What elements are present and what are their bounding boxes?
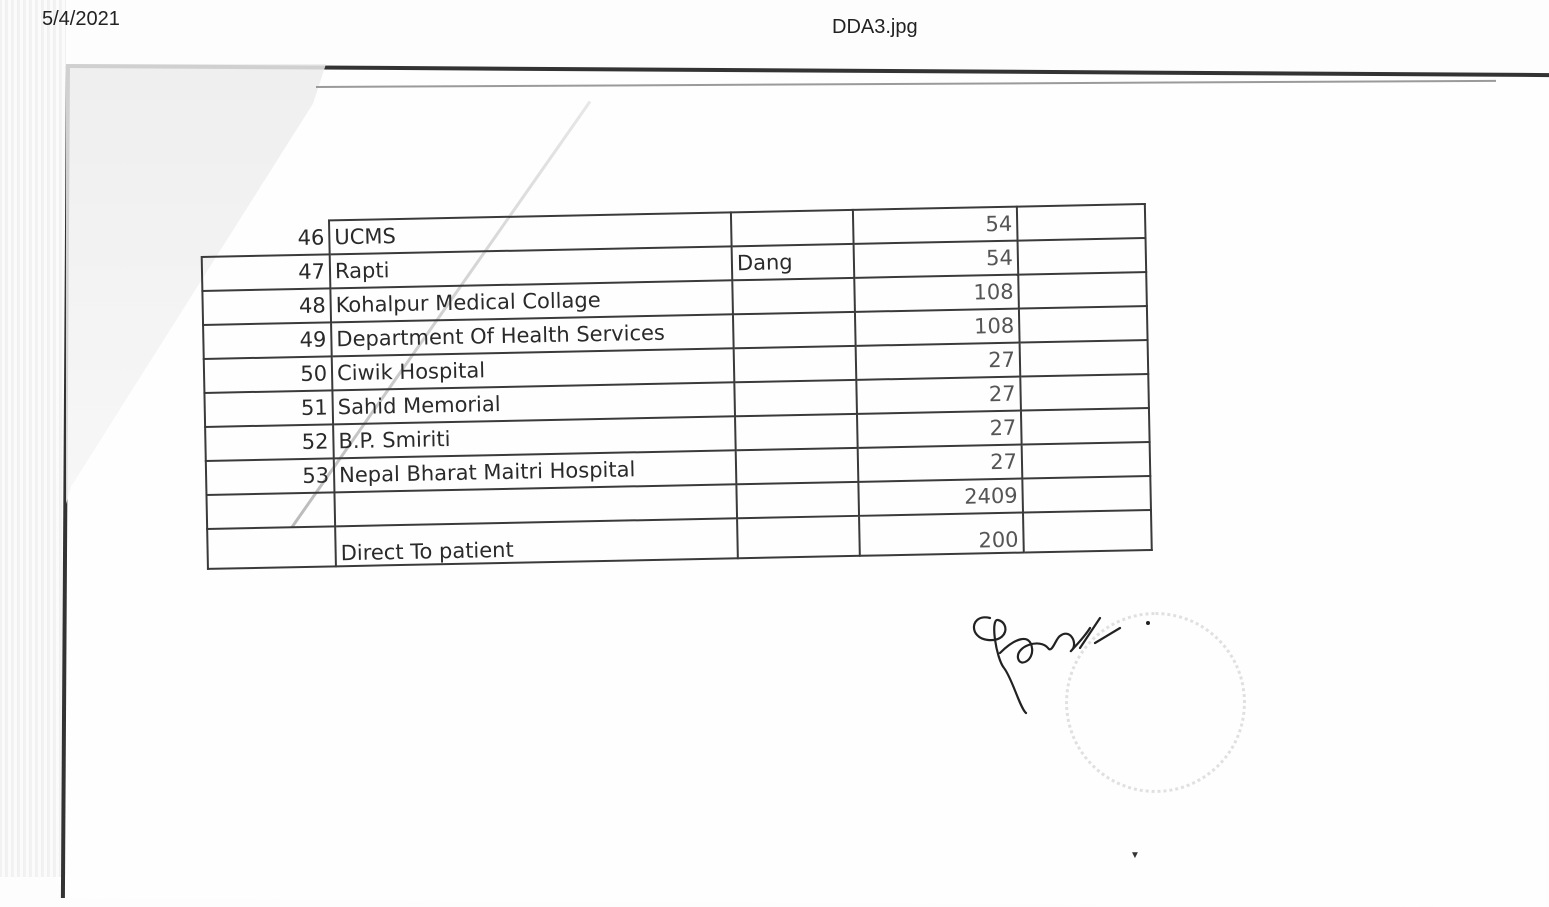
district: Dang [732, 244, 855, 280]
blank-cell [1022, 442, 1151, 479]
blank-cell [1019, 306, 1148, 343]
institution-name: Rapti [330, 246, 733, 288]
quantity: 27 [856, 377, 1021, 414]
serial-number [206, 492, 335, 529]
blank-cell [1022, 476, 1151, 513]
distribution-table [200, 203, 1153, 570]
print-filename: DDA3.jpg [832, 16, 918, 38]
blank-cell [1018, 272, 1147, 309]
institution-name: Direct To patient [335, 518, 738, 566]
institution-name: Nepal Bharat Maitri Hospital [334, 450, 737, 492]
district [735, 414, 858, 450]
district [733, 312, 856, 348]
blank-cell [1020, 374, 1149, 411]
quantity: 54 [854, 241, 1019, 278]
institution-name: Ciwik Hospital [332, 348, 735, 390]
district [737, 516, 860, 558]
serial-number: 51 [204, 390, 333, 427]
serial-number: 48 [202, 288, 331, 325]
serial-number: 49 [203, 322, 332, 359]
small-arrow-mark: ▼ [1130, 850, 1140, 861]
quantity: 54 [853, 207, 1018, 244]
blank-cell [1020, 340, 1149, 377]
quantity: 108 [855, 309, 1020, 346]
blank-cell [1023, 510, 1152, 553]
institution-name: UCMS [329, 212, 732, 254]
institution-name: B.P. Smiriti [333, 416, 736, 458]
district [731, 210, 854, 246]
total-quantity: 2409 [858, 479, 1023, 516]
district [732, 278, 855, 314]
blank-cell [1021, 408, 1150, 445]
quantity: 27 [858, 445, 1023, 482]
quantity: 108 [854, 275, 1019, 312]
print-date: 5/4/2021 [42, 8, 120, 30]
distribution-table-wrapper [200, 203, 1153, 570]
blank-cell [1017, 204, 1146, 241]
quantity: 27 [857, 411, 1022, 448]
serial-number: 47 [202, 254, 331, 291]
scan-grain [0, 0, 66, 877]
institution-name: Department Of Health Services [331, 314, 734, 356]
institution-name: Kohalpur Medical Collage [330, 280, 733, 322]
district [734, 346, 857, 382]
quantity: 27 [856, 343, 1021, 380]
blank-cell [1018, 238, 1147, 275]
district [736, 482, 859, 518]
serial-number [207, 526, 336, 569]
serial-number: 46 [201, 220, 330, 257]
handwritten-signature [960, 598, 1160, 728]
serial-number: 50 [204, 356, 333, 393]
institution-name: Sahid Memorial [332, 382, 735, 424]
serial-number: 53 [206, 458, 335, 495]
serial-number: 52 [205, 424, 334, 461]
district [736, 448, 859, 484]
district [734, 380, 857, 416]
quantity: 200 [859, 513, 1024, 556]
